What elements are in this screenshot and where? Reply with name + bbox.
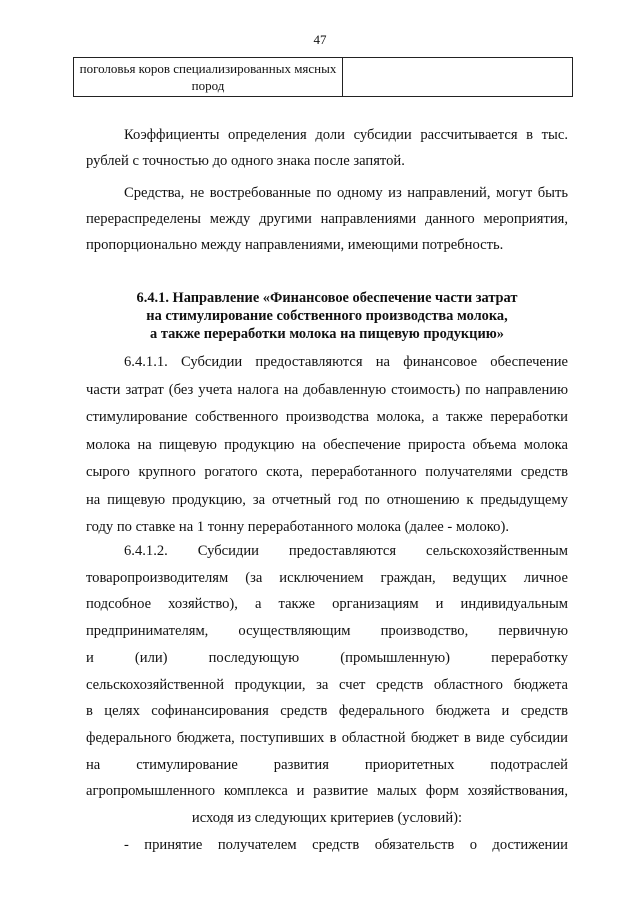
text-line: - принятие получателем средств обязательств о достижении bbox=[124, 836, 568, 853]
text-line: предпринимателям, осуществляющим производство, первичную bbox=[86, 623, 568, 640]
table-cell-criterion bbox=[74, 58, 343, 97]
section-heading bbox=[86, 289, 568, 343]
text-line: 6.4.1.2. Субсидии предоставляются сельскохозяйственным bbox=[124, 543, 568, 559]
text-line: части затрат (без учета налога на добавленную стоимость) по направлению bbox=[86, 381, 568, 398]
text-line: молока на пищевую продукцию на обеспечение прироста объема молока bbox=[86, 436, 568, 453]
text-line: пропорционально между направлениями, имеющими потребность. bbox=[86, 237, 504, 253]
text-line: Средства, не востребованные по одному из направлений, могут быть bbox=[124, 185, 568, 201]
heading-line: а также переработки молока на пищевую продукцию» bbox=[150, 326, 504, 342]
text-line: в целях софинансирования средств федерального бюджета и средств bbox=[86, 703, 568, 720]
text-line: агропромышленного комплекса и развитие малых форм хозяйствования, bbox=[86, 783, 568, 800]
text-line: и (или) последующую (промышленную) переработку bbox=[86, 649, 568, 666]
text-line: сельскохозяйственной продукции, за счет средств областного бюджета bbox=[86, 676, 568, 693]
text-line: федерального бюджета, поступивших в областной бюджет в виде субсидии bbox=[86, 729, 568, 746]
text-line: Коэффициенты определения доли субсидии рассчитывается в тыс. bbox=[124, 127, 568, 143]
text-line: подсобное хозяйство), а также организациям и индивидуальным bbox=[86, 596, 568, 613]
section-6-4-1-1 bbox=[86, 349, 568, 542]
text-line: году по ставке на 1 тонну переработанного молока (далее - молоко). bbox=[86, 519, 509, 535]
text-line: на пищевую продукцию, за отчетный год по отношению к предыдущему bbox=[86, 491, 568, 508]
text-line: перераспределены между другими направлениями данного мероприятия, bbox=[86, 211, 568, 227]
heading-line: на стимулирование собственного производства молока, bbox=[146, 308, 508, 324]
criteria-table bbox=[73, 57, 573, 97]
heading-line: 6.4.1. Направление «Финансовое обеспечение части затрат bbox=[136, 290, 518, 306]
intro-block bbox=[86, 122, 568, 258]
table-cell-line: пород bbox=[191, 78, 225, 93]
page-number: 47 bbox=[313, 32, 327, 47]
text-line: 6.4.1.1. Субсидии предоставляются на финансовое обеспечение bbox=[124, 354, 568, 370]
text-line: на стимулирование развития приоритетных подотраслей bbox=[86, 756, 568, 773]
text-line: товаропроизводителям (за исключением граждан, ведущих личное bbox=[86, 569, 568, 586]
table-cell-empty bbox=[343, 58, 573, 97]
text-line: стимулирование собственного производства молока, а также переработки bbox=[86, 409, 568, 425]
section-6-4-1-2 bbox=[86, 538, 568, 858]
text-line: исходя из следующих критериев (условий): bbox=[191, 810, 463, 827]
text-line: сырого крупного рогатого скота, переработанного получателями средств bbox=[86, 464, 568, 480]
text-line: рублей с точностью до одного знака после запятой. bbox=[86, 153, 405, 169]
table-row bbox=[74, 58, 573, 97]
table-cell-line: поголовья коров специализированных мясных bbox=[79, 61, 337, 76]
